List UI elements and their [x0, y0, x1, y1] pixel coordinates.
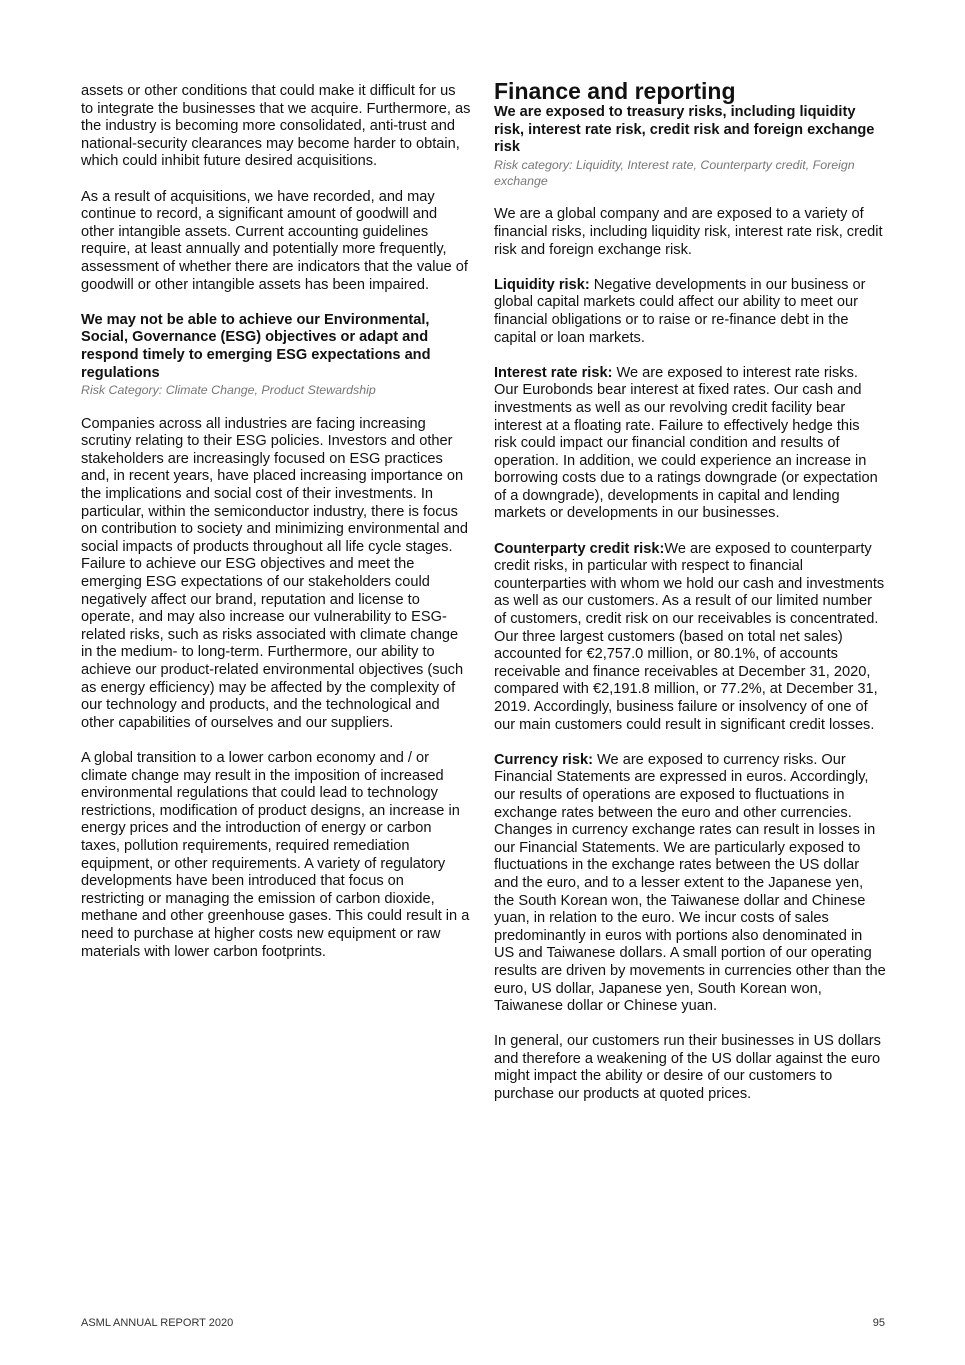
interest-rate-risk-paragraph: [494, 365, 886, 523]
esg-risk-category: Risk Category: Climate Change, Product Stewardship: [81, 383, 376, 398]
right-column: [494, 79, 886, 1121]
esg-scrutiny-paragraph: Companies across all industries are facing increasing scrutiny relating to their ESG policies. Investors and other stakeholders are increasingly focused on ESG practices and, in recent years, have placed increasing importance on the implications and social cost of their investments. In particular, within the semiconductor industry, there is focus on contribution to society and minimizing environmental and social impacts of products throughout all life cycle stages. Failure to achieve our ESG objectives and meet the emerging ESG expectations of our stakeholders could negatively affect our brand, reputation and license to operate, and may also increase our vulnerability to ESG-related risks, such as risks associated with climate change in the medium- to long-term. Furthermore, our ability to achieve our product-related environmental objectives (such as energy efficiency) may be affected by the complexity of our technology and products, and the technological and other capabilities of ourselves and our suppliers.: [81, 415, 468, 731]
treasury-intro-paragraph: We are a global company and are exposed to a variety of financial risks, including liquidity risk, interest rate risk, credit risk and foreign exchange risk.: [494, 206, 883, 258]
goodwill-paragraph: As a result of acquisitions, we have recorded, and may continue to record, a significant amount of goodwill and other intangible assets. Current accounting guidelines require, at least annually and potentially more frequently, assessment of whether there are indicators that the value of goodwill or other intangible assets has been impaired.: [81, 188, 468, 293]
liquidity-risk-paragraph: [494, 277, 886, 347]
us-dollar-paragraph: In general, our customers run their businesses in US dollars and therefore a weakening of the US dollar against the euro might impact the ability or desire of our customers to purchase our products at quoted prices.: [494, 1033, 881, 1103]
counterparty-credit-risk-paragraph: [494, 541, 886, 735]
interest-rate-risk-label: Interest rate risk:: [494, 364, 613, 381]
esg-risk-heading: We may not be able to achieve our Environmental, Social, Governance (ESG) objectives or adapt and respond timely to emerging ESG expectations and regulations: [81, 311, 431, 381]
acquisitions-paragraph: assets or other conditions that could make it difficult for us to integrate the businesses that we acquire. Furthermore, as the industry is becoming more consolidated, anti-trust and national-security clearances may become harder to obtain, which could inhibit future desired acquisitions.: [81, 83, 471, 170]
treasury-risk-heading: We are exposed to treasury risks, including liquidity risk, interest rate risk, credit risk and foreign exchange risk: [494, 104, 875, 156]
footer-report-name: ASML ANNUAL REPORT 2020: [81, 1317, 234, 1329]
currency-risk-text: We are exposed to currency risks. Our Financial Statements are expressed in euros. Accordingly, our results of operations are exposed to fluctuations in exchange rates between the euro and other currencies. Changes in currency exchange rates can result in losses in our Financial Statements. We are particularly exposed to fluctuations in the exchange rates between the US dollar and the euro, and to a lesser extent to the Japanese yen, the South Korean won, the Taiwanese dollar and Chinese yuan, in relation to the euro. We incur costs of sales predominantly in euros with portions also denominated in US and Taiwanese dollars. A small portion of our operating results are driven by movements in currencies other than the euro, US dollar, Japanese yen, South Korean won, Taiwanese dollar or Chinese yuan.: [494, 751, 886, 1015]
climate-transition-paragraph: A global transition to a lower carbon economy and / or climate change may result in the imposition of increased environmental regulations that could lead to technology restrictions, modification of product designs, an increase in energy prices and the introduction of energy or carbon taxes, pollution requirements, required remediation equipment, or other requirements. A variety of regulatory developments have been introduced that focus on restricting or managing the emission of carbon dioxide, methane and other greenhouse gases. This could result in a need to purchase at higher costs new equipment or raw materials with lower carbon footprints.: [81, 749, 470, 960]
currency-risk-paragraph: [494, 752, 886, 1016]
counterparty-credit-risk-text: We are exposed to counterparty credit risks, in particular with respect to financial counterparties with whom we hold our cash and investments as well as our customers. As a result of our limited number of customers, credit risk on our receivables is concentrated. Our three largest customers (based on total net sales) accounted for €2,757.0 million, or 80.1%, of accounts receivable and finance receivables at December 31, 2020, compared with €2,191.8 million, or 77.2%, at December 31, 2019. Accordingly, business failure or insolvency of one of our main customers could result in significant credit losses.: [494, 540, 885, 733]
counterparty-credit-risk-label: Counterparty credit risk:: [494, 540, 665, 557]
interest-rate-risk-text: We are exposed to interest rate risks. Our Eurobonds bear interest at fixed rates. Our cash and investments as well as our revolving credit facility bear interest at a floating rate. Failure to effectively hedge this risk could impact our financial condition and results of operation. In addition, we could experience an increase in borrowing costs due to a ratings downgrade (or expectation of a downgrade), developments in capital and lending markets or developments in our businesses.: [494, 364, 878, 522]
treasury-risk-category: Risk category: Liquidity, Interest rate, Counterparty credit, Foreign exchange: [494, 157, 855, 188]
liquidity-risk-label: Liquidity risk:: [494, 276, 590, 293]
section-title: Finance and reporting: [494, 78, 736, 104]
currency-risk-label: Currency risk:: [494, 751, 593, 768]
footer-page-number: 95: [872, 1317, 885, 1329]
liquidity-risk-text: Negative developments in our business or global capital markets could affect our ability to meet our financial obligations or to raise or re-finance debt in the capital or loan markets.: [494, 276, 866, 346]
left-column: [81, 83, 471, 979]
